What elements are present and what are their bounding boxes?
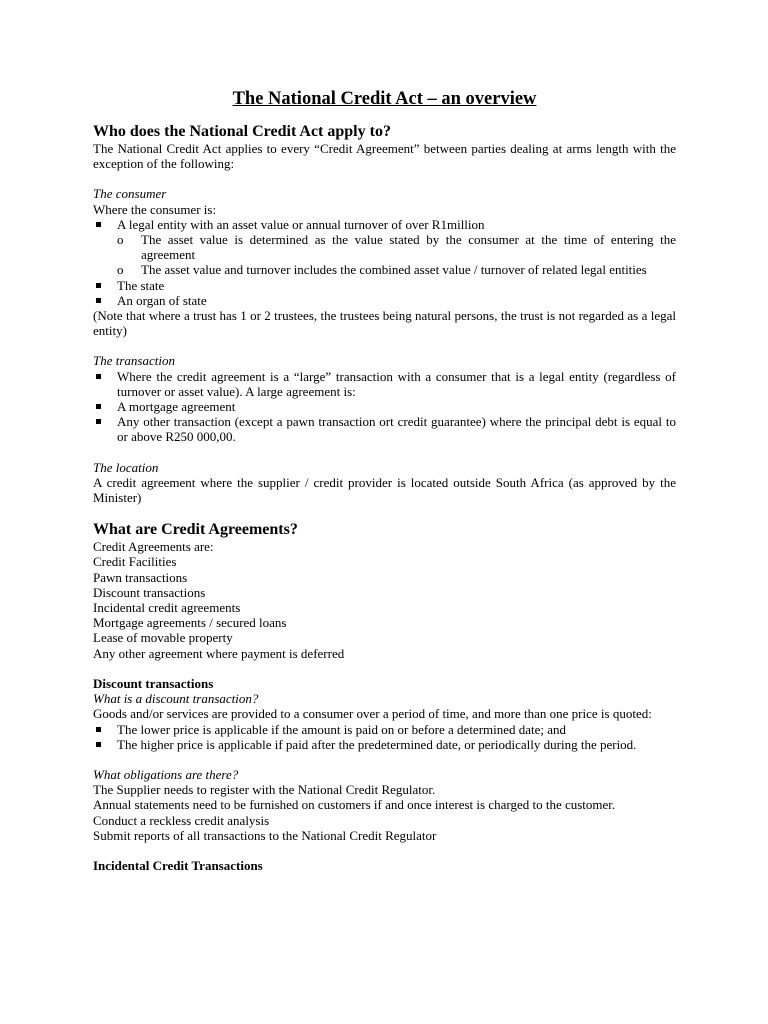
question-obligations: What obligations are there?: [93, 766, 239, 782]
consumer-list-continued: [93, 278, 676, 308]
subheading-transaction: The transaction: [93, 353, 175, 369]
square-bullet-icon: [96, 404, 101, 409]
sub-list-item: o The asset value and turnover includes the combined asset value / turnover of related legal entities: [117, 262, 647, 278]
list-item: Where the credit agreement is a “large” transaction with a consumer that is a legal entity (regardless of turnover or asset value). A large agreement is:: [93, 369, 676, 399]
square-bullet-icon: [96, 374, 101, 379]
transaction-list: [93, 369, 676, 445]
list-item: Lease of movable property: [93, 630, 233, 646]
list-item: Credit Agreements are:: [93, 539, 214, 555]
sub-list-item: o The asset value is determined as the value stated by the consumer at the time of entering the agreement: [117, 232, 676, 263]
list-item: The state: [93, 278, 676, 293]
section-heading-apply: Who does the National Credit Act apply to?: [93, 123, 391, 140]
square-bullet-icon: [96, 419, 101, 424]
list-item: Annual statements need to be furnished on customers if and once interest is charged to the customer.: [93, 797, 616, 813]
trust-note: (Note that where a trust has 1 or 2 trustees, the trustees being natural persons, the trust is not regarded as a legal entity): [93, 308, 676, 339]
list-item: Credit Facilities: [93, 554, 177, 570]
square-bullet-icon: [96, 742, 101, 747]
list-item: Submit reports of all transactions to the National Credit Regulator: [93, 827, 437, 843]
discount-price-list: [93, 722, 676, 752]
list-item: Conduct a reckless credit analysis: [93, 812, 270, 828]
list-item: Any other agreement where payment is deferred: [93, 645, 345, 661]
list-item: A mortgage agreement: [93, 399, 676, 414]
subheading-consumer: The consumer: [93, 186, 167, 202]
list-item: The lower price is applicable if the amount is paid on or before a determined date; and: [93, 722, 676, 737]
square-bullet-icon: [96, 298, 101, 303]
circle-bullet-icon: o: [117, 232, 124, 248]
document-body: [93, 88, 676, 873]
location-paragraph: A credit agreement where the supplier / credit provider is located outside South Africa (as approved by the Minister): [93, 474, 676, 506]
list-item: A legal entity with an asset value or annual turnover of over R1million: [93, 217, 676, 232]
section-heading-credit-agreements: What are Credit Agreements?: [93, 521, 298, 539]
list-item: The Supplier needs to register with the National Credit Regulator.: [93, 782, 436, 798]
list-item: Discount transactions: [93, 584, 206, 600]
list-item: Any other transaction (except a pawn transaction ort credit guarantee) where the principal debt is equal to or above R250 000,00.: [93, 414, 676, 444]
obligations-list: [93, 782, 676, 843]
circle-bullet-icon: o: [117, 262, 124, 278]
square-bullet-icon: [96, 222, 101, 227]
heading-incidental-credit: Incidental Credit Transactions: [93, 857, 263, 873]
subheading-location: The location: [93, 459, 159, 475]
consumer-sub-list: [93, 232, 676, 278]
heading-discount-transactions: Discount transactions: [93, 675, 214, 691]
list-item: Mortgage agreements / secured loans: [93, 615, 287, 631]
list-item: An organ of state: [93, 293, 676, 308]
intro-paragraph: The National Credit Act applies to every “Credit Agreement” between parties dealing at arms length with the exception of the following:: [93, 141, 676, 172]
square-bullet-icon: [96, 727, 101, 732]
list-item: Pawn transactions: [93, 569, 188, 585]
list-item: Incidental credit agreements: [93, 600, 241, 616]
consumer-lead: Where the consumer is:: [93, 201, 217, 217]
question-what-is-discount: What is a discount transaction?: [93, 691, 259, 707]
list-item: The higher price is applicable if paid after the predetermined date, or periodically during the period.: [93, 737, 676, 752]
square-bullet-icon: [96, 283, 101, 288]
document-title: The National Credit Act – an overview: [232, 89, 537, 109]
credit-agreements-list: [93, 539, 676, 661]
consumer-list: [93, 217, 676, 232]
discount-paragraph: Goods and/or services are provided to a consumer over a period of time, and more than one price is quoted:: [93, 706, 652, 722]
